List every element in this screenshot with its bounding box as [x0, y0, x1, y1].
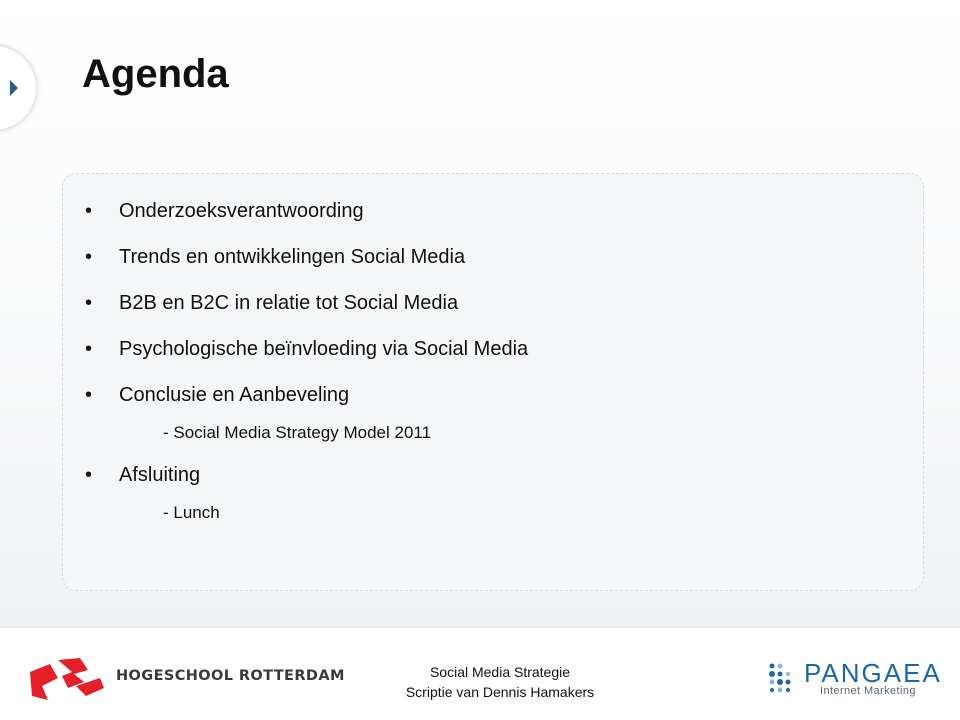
footer-caption	[380, 662, 620, 702]
agenda-item-label: Onderzoeksverantwoording	[119, 200, 364, 222]
agenda-panel	[62, 173, 924, 591]
agenda-item-label: B2B en B2C in relatie tot Social Media	[119, 292, 459, 314]
bullet: •	[85, 384, 93, 406]
hogeschool-rotterdam-wordmark: HOGESCHOOL ROTTERDAM	[116, 668, 345, 684]
agenda-item-label: Trends en ontwikkelingen Social Media	[119, 246, 466, 268]
bullet: •	[85, 338, 93, 360]
footer-caption-line2: Scriptie van Dennis Hamakers	[405, 684, 595, 700]
agenda-item	[85, 198, 528, 224]
pangaea-wordmark: PANGAEA	[804, 658, 942, 688]
pangaea-dots-icon	[768, 662, 798, 696]
agenda-item	[85, 382, 528, 444]
slide-title: Agenda	[82, 52, 229, 96]
bullet: •	[85, 246, 93, 268]
agenda-list	[85, 198, 528, 542]
next-slide-button[interactable]	[0, 46, 36, 130]
agenda-item-label: Psychologische beïnvloeding via Social Media	[119, 338, 529, 360]
chevron-right-icon	[8, 78, 20, 98]
agenda-item-label: Conclusie en Aanbeveling	[119, 384, 350, 406]
agenda-item	[85, 290, 528, 316]
bullet: •	[85, 292, 93, 314]
hogeschool-rotterdam-logo	[28, 656, 108, 702]
agenda-item	[85, 244, 528, 270]
pangaea-tagline: Internet Marketing	[820, 685, 916, 697]
agenda-item	[85, 462, 528, 524]
bullet: •	[85, 464, 93, 486]
agenda-item-label: Afsluiting	[119, 464, 201, 486]
bullet: •	[85, 200, 93, 222]
footer-caption-line1: Social Media Strategie	[429, 664, 571, 680]
agenda-item	[85, 336, 528, 362]
agenda-sub-item: - Social Media Strategy Model 2011	[163, 423, 432, 442]
agenda-sub-item: - Lunch	[163, 503, 220, 522]
